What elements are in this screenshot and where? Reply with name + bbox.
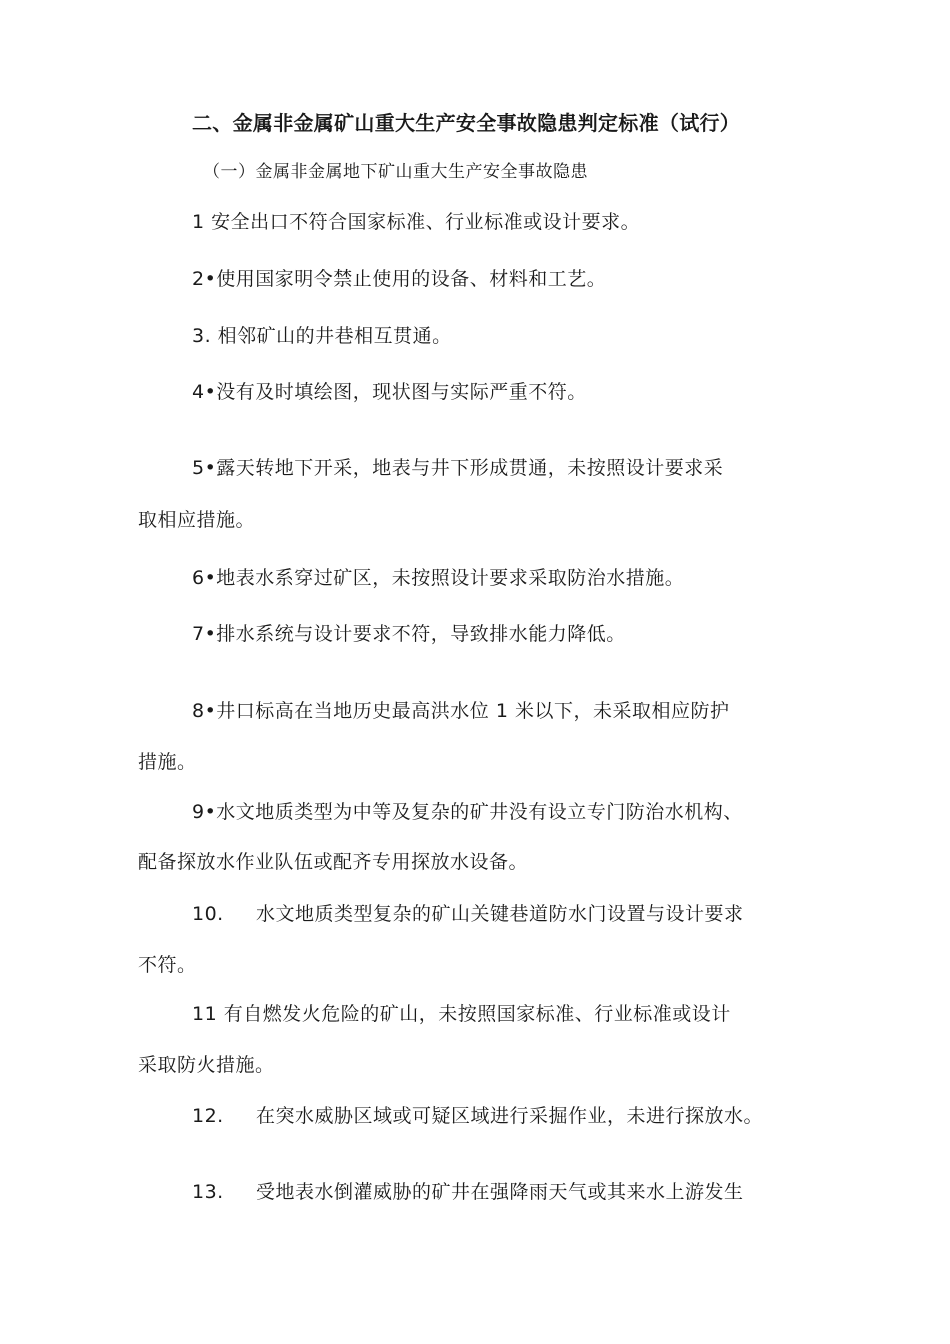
section-heading: （一）金属非金属地下矿山重大生产安全事故隐患 [203, 162, 588, 182]
item-9-line-1: 9•水文地质类型为中等及复杂的矿井没有设立专门防治水机构、 [192, 801, 743, 823]
item-11-line-2: 采取防火措施。 [138, 1054, 275, 1076]
item-12-text: 在突水威胁区域或可疑区域进行采掘作业，未进行探放水。 [256, 1105, 764, 1127]
item-10-line-2: 不符。 [138, 954, 197, 976]
item-8-line-2: 措施。 [138, 751, 197, 773]
item-11-line-1: 11 有自燃发火危险的矿山，未按照国家标准、行业标准或设计 [192, 1003, 731, 1025]
item-1: 1 安全出口不符合国家标准、行业标准或设计要求。 [192, 211, 641, 233]
item-10-text: 水文地质类型复杂的矿山关键巷道防水门设置与设计要求 [256, 903, 744, 925]
item-5-line-1: 5•露天转地下开采，地表与井下形成贯通，未按照设计要求采 [192, 457, 724, 479]
item-12-number: 12. [192, 1105, 224, 1127]
item-7: 7•排水系统与设计要求不符，导致排水能力降低。 [192, 623, 626, 645]
item-5-line-2: 取相应措施。 [138, 509, 256, 531]
item-10-number: 10. [192, 903, 224, 925]
item-13 [192, 1180, 744, 1204]
item-12 [192, 1104, 763, 1128]
item-10-line-1 [192, 902, 744, 926]
item-9-line-2: 配备探放水作业队伍或配齐专用探放水设备。 [138, 851, 529, 873]
item-13-text: 受地表水倒灌威胁的矿井在强降雨天气或其来水上游发生 [256, 1181, 744, 1203]
item-6: 6•地表水系穿过矿区，未按照设计要求采取防治水措施。 [192, 567, 685, 589]
item-13-number: 13. [192, 1181, 224, 1203]
item-2: 2•使用国家明令禁止使用的设备、材料和工艺。 [192, 268, 607, 290]
item-4: 4•没有及时填绘图，现状图与实际严重不符。 [192, 381, 587, 403]
item-3: 3. 相邻矿山的井巷相互贯通。 [192, 325, 452, 347]
item-8-line-1: 8•井口标高在当地历史最高洪水位 1 米以下，未采取相应防护 [192, 700, 730, 722]
document-title: 二、金属非金属矿山重大生产安全事故隐患判定标准（试行） [192, 111, 741, 135]
